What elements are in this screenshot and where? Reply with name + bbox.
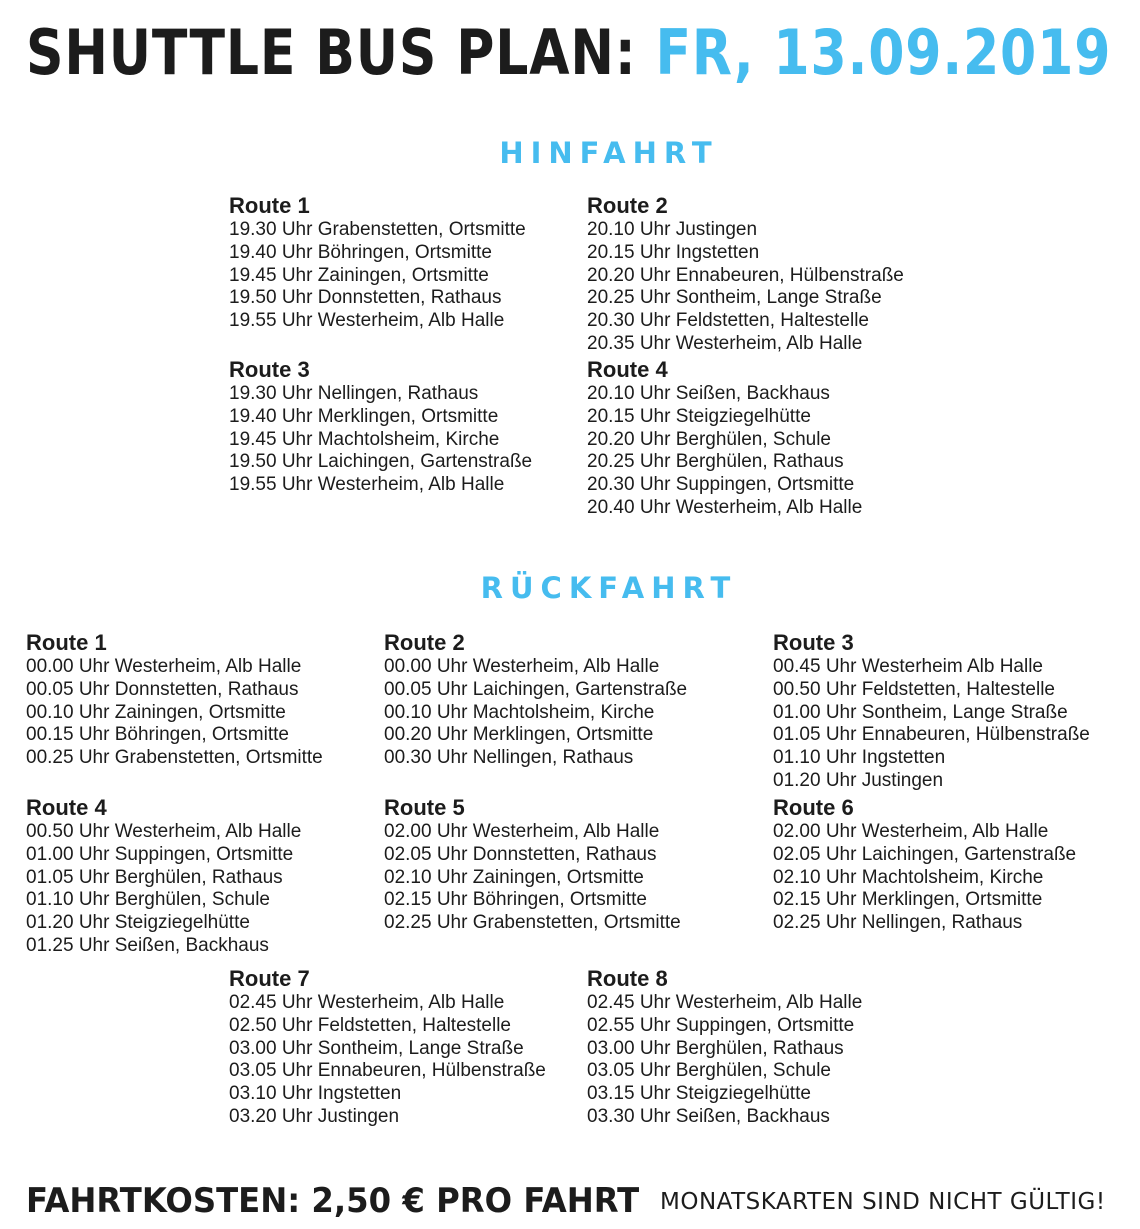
route-stop: 03.30 Uhr Seißen, Backhaus <box>587 1105 830 1127</box>
route-stop: 19.55 Uhr Westerheim, Alb Halle <box>229 310 505 332</box>
rueckfahrt-route-4 <box>26 795 301 958</box>
route-stop: 01.20 Uhr Steigziegelhütte <box>26 912 250 934</box>
route-stop: 20.30 Uhr Suppingen, Ortsmitte <box>587 474 855 496</box>
route-stop: 00.05 Uhr Donnstetten, Rathaus <box>26 678 299 700</box>
route-stop: 00.00 Uhr Westerheim, Alb Halle <box>26 656 302 677</box>
hinfahrt-route-2 <box>587 193 904 356</box>
route-stop: 00.05 Uhr Laichingen, Gartenstraße <box>384 678 688 700</box>
route-stop: 00.10 Uhr Zainingen, Ortsmitte <box>26 701 286 723</box>
rueckfahrt-route-6 <box>773 795 1076 935</box>
route-stop: 01.10 Uhr Ingstetten <box>773 747 946 769</box>
page-title <box>26 8 1111 98</box>
route-stop: 03.15 Uhr Steigziegelhütte <box>587 1083 811 1105</box>
hinfahrt-heading: HINFAHRT <box>499 136 719 170</box>
route-stop: 20.40 Uhr Westerheim, Alb Halle <box>587 496 863 518</box>
route-stop: 00.50 Uhr Westerheim, Alb Halle <box>26 821 302 842</box>
route-stop: 00.45 Uhr Westerheim Alb Halle <box>773 656 1043 677</box>
route-stop: 20.30 Uhr Feldstetten, Haltestelle <box>587 310 869 332</box>
route-name: Route 1 <box>26 630 107 655</box>
rueckfahrt-route-1 <box>26 630 323 770</box>
route-stop: 01.25 Uhr Seißen, Backhaus <box>26 934 269 956</box>
route-name: Route 4 <box>587 357 668 382</box>
route-stop: 20.25 Uhr Berghülen, Rathaus <box>587 451 844 473</box>
route-stop: 20.15 Uhr Steigziegelhütte <box>587 405 811 427</box>
route-stop: 19.40 Uhr Merklingen, Ortsmitte <box>229 405 499 427</box>
route-stop: 03.20 Uhr Justingen <box>229 1105 400 1127</box>
route-stop: 02.05 Uhr Laichingen, Gartenstraße <box>773 843 1077 865</box>
route-stop: 20.10 Uhr Seißen, Backhaus <box>587 383 830 404</box>
route-stop: 19.55 Uhr Westerheim, Alb Halle <box>229 474 505 496</box>
hinfahrt-route-3 <box>229 357 532 497</box>
route-stop: 01.10 Uhr Berghülen, Schule <box>26 889 270 911</box>
route-name: Route 6 <box>773 795 854 820</box>
route-stop: 02.00 Uhr Westerheim, Alb Halle <box>773 821 1049 842</box>
route-stop: 02.25 Uhr Nellingen, Rathaus <box>773 912 1023 934</box>
route-stop: 01.00 Uhr Sontheim, Lange Straße <box>773 701 1068 723</box>
route-stop: 02.00 Uhr Westerheim, Alb Halle <box>384 821 660 842</box>
ticket-note: MONATSKARTEN SIND NICHT GÜLTIG! <box>660 1189 1106 1215</box>
fare-text: FAHRTKOSTEN: 2,50 € PRO FAHRT <box>26 1181 640 1221</box>
route-stop: 20.15 Uhr Ingstetten <box>587 241 760 263</box>
hinfahrt-route-1 <box>229 193 526 333</box>
footer <box>26 1176 1106 1226</box>
route-stop: 00.50 Uhr Feldstetten, Haltestelle <box>773 678 1055 700</box>
route-stop: 00.15 Uhr Böhringen, Ortsmitte <box>26 724 289 746</box>
route-stop: 02.50 Uhr Feldstetten, Haltestelle <box>229 1014 511 1036</box>
route-stop: 01.05 Uhr Berghülen, Rathaus <box>26 866 283 888</box>
route-stop: 01.05 Uhr Ennabeuren, Hülbenstraße <box>773 724 1090 746</box>
rueckfahrt-route-5 <box>384 795 681 935</box>
route-stop: 00.30 Uhr Nellingen, Rathaus <box>384 747 634 769</box>
route-stop: 02.25 Uhr Grabenstetten, Ortsmitte <box>384 912 681 934</box>
route-stop: 02.15 Uhr Böhringen, Ortsmitte <box>384 889 647 911</box>
route-stop: 19.50 Uhr Donnstetten, Rathaus <box>229 287 502 309</box>
route-stop: 20.35 Uhr Westerheim, Alb Halle <box>587 332 863 354</box>
route-stop: 19.30 Uhr Nellingen, Rathaus <box>229 383 479 404</box>
rueckfahrt-heading: RÜCKFAHRT <box>480 571 738 605</box>
route-stop: 03.05 Uhr Berghülen, Schule <box>587 1060 831 1082</box>
route-stop: 03.05 Uhr Ennabeuren, Hülbenstraße <box>229 1060 546 1082</box>
route-stop: 20.10 Uhr Justingen <box>587 219 758 240</box>
route-name: Route 2 <box>587 193 668 218</box>
route-stop: 02.15 Uhr Merklingen, Ortsmitte <box>773 889 1043 911</box>
route-name: Route 8 <box>587 966 668 991</box>
title-label: SHUTTLE BUS PLAN: <box>26 16 637 89</box>
route-stop: 19.50 Uhr Laichingen, Gartenstraße <box>229 451 533 473</box>
route-stop: 00.00 Uhr Westerheim, Alb Halle <box>384 656 660 677</box>
rueckfahrt-route-2 <box>384 630 687 770</box>
route-stop: 00.20 Uhr Merklingen, Ortsmitte <box>384 724 654 746</box>
rueckfahrt-route-7 <box>229 966 546 1129</box>
route-stop: 03.00 Uhr Berghülen, Rathaus <box>587 1037 844 1059</box>
route-name: Route 3 <box>229 357 310 382</box>
title-date: FR, 13.09.2019 <box>655 16 1112 89</box>
route-name: Route 7 <box>229 966 310 991</box>
route-stop: 02.10 Uhr Machtolsheim, Kirche <box>773 866 1044 888</box>
route-stop: 02.05 Uhr Donnstetten, Rathaus <box>384 843 657 865</box>
route-stop: 03.00 Uhr Sontheim, Lange Straße <box>229 1037 524 1059</box>
route-name: Route 4 <box>26 795 107 820</box>
route-name: Route 5 <box>384 795 465 820</box>
route-stop: 02.45 Uhr Westerheim, Alb Halle <box>587 992 863 1013</box>
route-stop: 19.40 Uhr Böhringen, Ortsmitte <box>229 241 492 263</box>
route-name: Route 1 <box>229 193 310 218</box>
route-stop: 02.10 Uhr Zainingen, Ortsmitte <box>384 866 644 888</box>
route-stop: 20.20 Uhr Berghülen, Schule <box>587 428 831 450</box>
route-name: Route 2 <box>384 630 465 655</box>
route-stop: 20.25 Uhr Sontheim, Lange Straße <box>587 287 882 309</box>
rueckfahrt-route-3 <box>773 630 1090 793</box>
route-stop: 19.30 Uhr Grabenstetten, Ortsmitte <box>229 219 526 240</box>
route-stop: 00.10 Uhr Machtolsheim, Kirche <box>384 701 655 723</box>
route-stop: 03.10 Uhr Ingstetten <box>229 1083 402 1105</box>
route-stop: 01.20 Uhr Justingen <box>773 769 944 791</box>
hinfahrt-route-4 <box>587 357 862 520</box>
route-stop: 02.45 Uhr Westerheim, Alb Halle <box>229 992 505 1013</box>
rueckfahrt-route-8 <box>587 966 862 1129</box>
route-stop: 19.45 Uhr Machtolsheim, Kirche <box>229 428 500 450</box>
route-stop: 01.00 Uhr Suppingen, Ortsmitte <box>26 843 294 865</box>
route-stop: 20.20 Uhr Ennabeuren, Hülbenstraße <box>587 264 904 286</box>
route-stop: 02.55 Uhr Suppingen, Ortsmitte <box>587 1014 855 1036</box>
route-name: Route 3 <box>773 630 854 655</box>
route-stop: 00.25 Uhr Grabenstetten, Ortsmitte <box>26 747 323 769</box>
route-stop: 19.45 Uhr Zainingen, Ortsmitte <box>229 264 489 286</box>
